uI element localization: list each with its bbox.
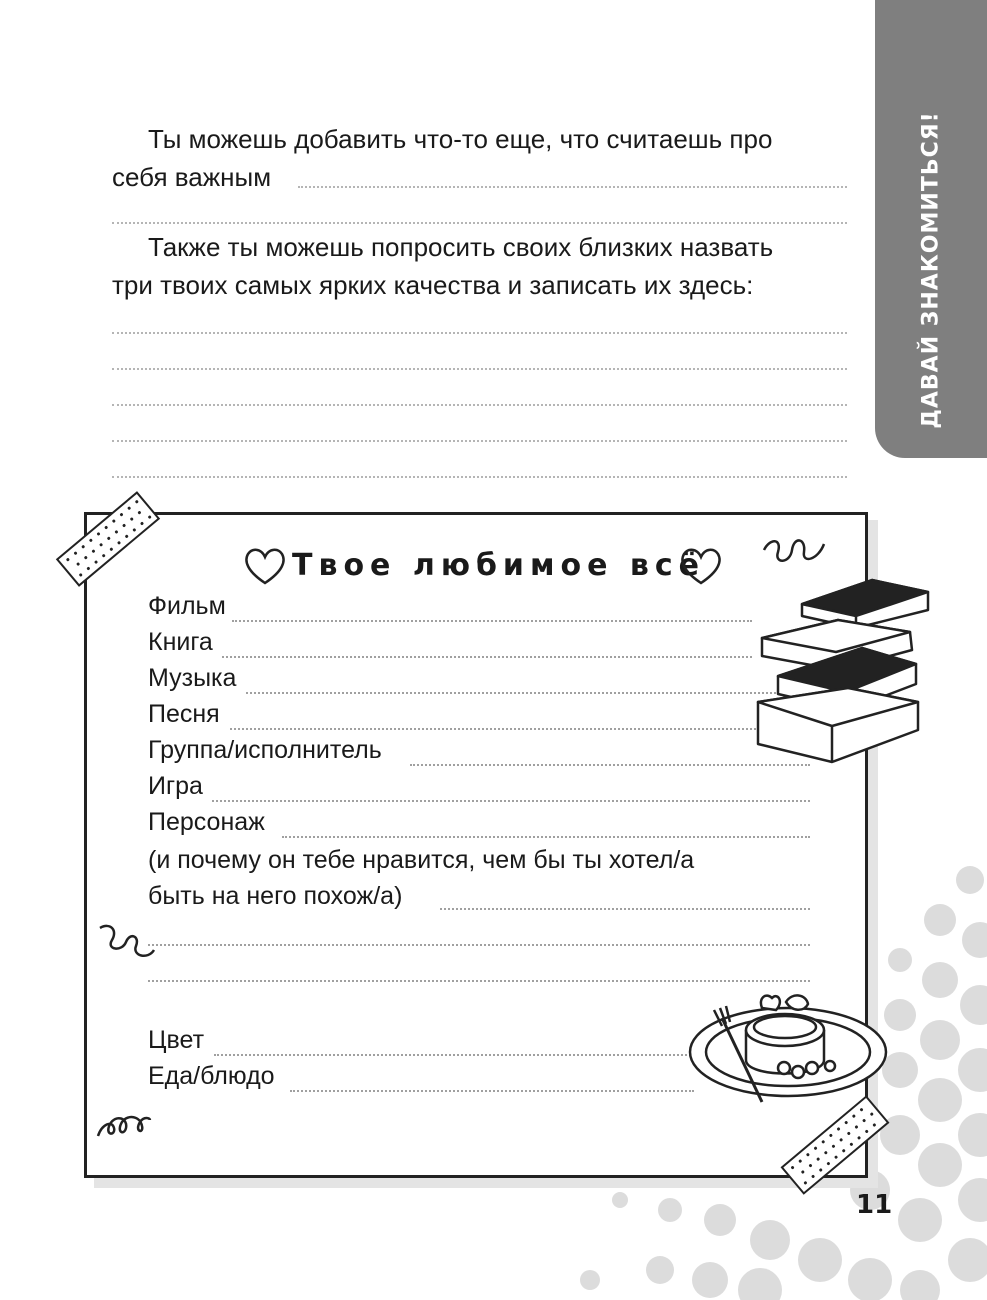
- write-line[interactable]: [232, 620, 752, 622]
- side-tab: [875, 0, 987, 458]
- write-line[interactable]: [246, 692, 776, 694]
- write-line[interactable]: [282, 836, 810, 838]
- intro-paragraph-1: [112, 120, 847, 196]
- write-line[interactable]: [112, 476, 847, 478]
- write-line[interactable]: [112, 222, 847, 224]
- side-tab-label: ДАВАЙ ЗНАКОМИТЬСЯ!: [918, 111, 944, 429]
- write-line[interactable]: [148, 944, 810, 946]
- fav-character-label: Персонаж: [148, 808, 265, 836]
- books-stack-illustration: [752, 576, 932, 771]
- write-line[interactable]: [298, 186, 847, 188]
- intro-line: Ты можешь добавить что-то еще, что считаешь про: [148, 124, 773, 154]
- write-line[interactable]: [222, 656, 752, 658]
- fav-color-label: Цвет: [148, 1026, 205, 1054]
- fav-character-why-line2: быть на него похож/а): [148, 882, 403, 910]
- intro-line: Также ты можешь попросить своих близких назвать: [148, 232, 774, 262]
- write-line[interactable]: [230, 728, 756, 730]
- page-number: 11: [856, 1190, 893, 1220]
- cake-plate-illustration: [688, 980, 892, 1110]
- squiggle-doodle: [96, 916, 166, 966]
- fav-book-label: Книга: [148, 628, 213, 656]
- fav-music-label: Музыка: [148, 664, 237, 692]
- intro-paragraph-2: [112, 228, 847, 304]
- heart-icon: [678, 545, 724, 587]
- write-line[interactable]: [214, 1054, 694, 1056]
- write-line[interactable]: [112, 404, 847, 406]
- write-line[interactable]: [410, 764, 810, 766]
- fav-song-label: Песня: [148, 700, 220, 728]
- intro-line: три твоих самых ярких качества и записать их здесь:: [112, 270, 754, 300]
- fav-character-why-line1: (и почему он тебе нравится, чем бы ты хотел/а: [148, 846, 695, 874]
- fav-film-label: Фильм: [148, 592, 226, 620]
- write-line[interactable]: [112, 368, 847, 370]
- write-line[interactable]: [440, 908, 810, 910]
- squiggle-doodle: [760, 530, 830, 570]
- heart-icon: [242, 545, 288, 587]
- write-line[interactable]: [290, 1090, 694, 1092]
- squiggle-doodle: [94, 1106, 154, 1142]
- write-line[interactable]: [112, 332, 847, 334]
- card-title: Твое любимое всё: [292, 548, 705, 583]
- write-line[interactable]: [212, 800, 810, 802]
- fav-game-label: Игра: [148, 772, 203, 800]
- intro-line: себя важным: [112, 162, 272, 192]
- fav-band-label: Группа/исполнитель: [148, 736, 382, 764]
- write-line[interactable]: [112, 440, 847, 442]
- fav-food-label: Еда/блюдо: [148, 1062, 275, 1090]
- washi-tape: [48, 484, 168, 594]
